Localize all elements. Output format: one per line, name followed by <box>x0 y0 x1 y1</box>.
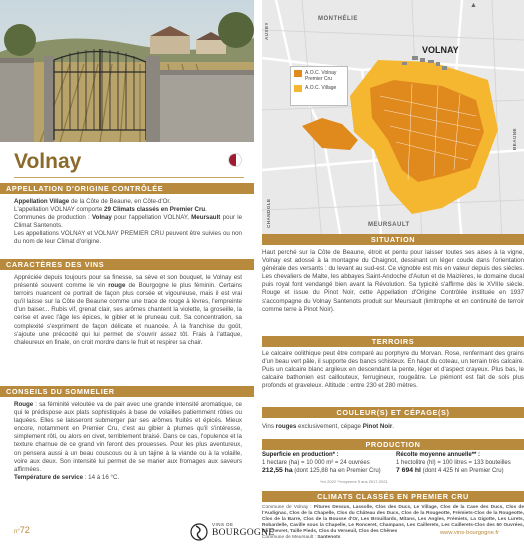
website-link[interactable]: www.vins-bourgogne.fr <box>440 530 499 536</box>
aoc-communes-mid: pour l'appellation VOLNAY, <box>111 214 192 222</box>
sommelier-heading: CONSEILS DU SOMMELIER <box>0 386 254 397</box>
surface-conversion: 1 hectare (ha) = 10 000 m² = 24 ouvrées <box>262 459 370 466</box>
service-temp-label: Température de service <box>14 473 84 481</box>
harvest-conversion: 1 hectolitre (hl) = 100 litres = 133 bouteilles <box>396 459 511 466</box>
characters-heading: CARACTÈRES DES VINS <box>0 259 254 270</box>
terroirs-text: Le calcaire oolithique peut être comparé au porphyre du Morvan. Rose, renfermant des grains d'un beau vert pâle, il supporte des bancs schisteux. En haut du coteau, un terrain très calcaire. Puis un calcaire blanc argileux en descendant la pente, léger et d'aspect crayeux. Plus bas, le calcaire bathonien est caillouteux, ferrugineux, rougeâtre. Le piémont est fait de sols plus profonds et graveleux. Altitude : entre 230 et 280 mètres. <box>262 350 524 390</box>
aoc-climats-suffix: . <box>205 206 207 214</box>
climats-heading: CLIMATS CLASSÉS EN PREMIER CRU <box>262 491 524 502</box>
map-label-monthelie: MONTHÉLIE <box>318 16 358 22</box>
map-label-meursault: MEURSAULT <box>368 222 410 228</box>
grape-pinot-noir: Pinot Noir <box>362 423 393 430</box>
vins-de-bourgogne-logo <box>190 519 275 545</box>
climats-commune-volnay: Commune de Volnay : <box>262 505 314 510</box>
sommelier-body: : sa féminité veloutée va de pair avec une grande intensité aromatique, ce qui le prédispose aux plats sophistiqués à base de volailles patiemment rôties ou laquées. Elles se laisseront submerger par ses arômes fruités et épicés. Mieux encore, notamment en Premier Cru, c'est au gibier à plumes qu'il s'intéresse, simplement rôti, ou alors en civet, terriblement braisé. Dans ce cas, l'opulence et la texture charnue de ce grand vin feront des prouesses. Pour les plus aventureux, on pensera aussi à un beau couscous ou à un tajine à la viande ou à la volaille, voire aux deux. Son intensité lui permet de se marier aux fromages aux saveurs affirmées. <box>14 401 242 473</box>
sommelier-text <box>14 401 242 482</box>
aoc-commune-meursault: Meursault <box>191 214 221 222</box>
aoc-communes-suffix: pour le Climat Santenots. <box>14 214 243 230</box>
characters-rouge: rouge <box>108 282 126 290</box>
legend-item-village <box>294 85 344 92</box>
red-wine-icon <box>228 153 242 167</box>
legend-item-premier-cru <box>294 70 344 82</box>
aoc-heading: APPELLATION D'ORIGINE CONTRÔLÉE <box>0 183 254 194</box>
map-label-auxey: AUXEY <box>264 21 269 40</box>
bourgogne-emblem-icon <box>190 521 208 543</box>
village-swatch <box>294 85 302 92</box>
characters-text-a: Appréciée depuis toujours pour sa finesse, sa sève et son bouquet, le Volnay est présenté souvent comme le vin <box>14 274 242 290</box>
logo-text-big: BOURGOGNE <box>212 528 275 538</box>
page-number <box>14 525 30 535</box>
terroirs-heading: TERROIRS <box>262 336 524 347</box>
page-title: Volnay <box>14 150 82 173</box>
aoc-naming-note: Les appellations VOLNAY et VOLNAY PREMIER CRU peuvent être suivies ou non du nom de leur Climat d'origine. <box>14 230 242 246</box>
situation-heading: SITUATION <box>262 234 524 245</box>
aoc-region: de la Côte de Beaune, en Côte-d'Or. <box>69 198 171 205</box>
surface-value: 212,55 ha <box>262 467 293 475</box>
colors-prefix: Vins <box>262 423 276 430</box>
map-label-volnay: VOLNAY <box>422 45 459 55</box>
legend-label-premier-cru: A.O.C. Volnay Premier Cru <box>305 70 337 82</box>
surface-label: Superficie en production* : <box>262 452 339 458</box>
climats-meursault-list: Santenots <box>317 535 341 540</box>
characters-text-b: de Bourgogne le plus féminin. Certains terroirs nuancent ce portrait de façon plus corsée et vigoureuse, mais il est vrai qu'il laisse sur la Côte de Beaune comme une trace de rouge à lèvres, l'empreinte d'un baiser... Rubis vif, grenat clair, ses arômes chantent la violette, la groseille, la cerise et avec l'âge les épices, le gibier et le pruneau cuit. Sa concentration, sa complexité s'expriment de façon délicate et nuancée. À la franchise du goût, s'ajoute une précocité qui lui permet de s'ouvrir assez tôt. Frais à l'attaque, chaleureux en finale, on croit mordre dans le fruit et respirer sa chair. <box>14 282 242 346</box>
service-temp-value: : 14 à 16 °C. <box>83 473 120 481</box>
page-number-prefix: n° <box>14 529 20 535</box>
map-legend <box>290 66 348 106</box>
harvest-detail: (dont 4 425 hl en Premier Cru) <box>420 468 504 475</box>
aoc-communes-prefix: Communes de production : <box>14 214 92 222</box>
vineyard-map <box>262 0 524 244</box>
premier-cru-swatch <box>294 70 302 77</box>
colors-text <box>262 423 524 431</box>
aoc-climats-count: 29 Climats classés en Premier Cru <box>104 206 206 214</box>
climats-volnay-list: Pitures Dessus, Lassolle, Clos des Ducs, Le Village, Clos de la Cave des Ducs, Clos de l'Audignac, Clos de la Chapelle, Clos du Château des Ducs, Clos de la Rougeotte, Frémiets-Clos de la Rougeotte, Clos de la Barre, Clos de la Bousse d'Or, Les Brouillards, Mitans, Les Angles, Frémiets, La Gigotte, Les Lurets, Robardelle, Caville sous la Chapelle, Le Ronceret, Champans, Les Caillerets, Les Caillerets-Clos des 60 Ouvrées, En Chevret, Taille Pieds, Clos du Verseuil, Clos des Chênes <box>262 505 524 534</box>
page-number-value: 72 <box>19 525 30 535</box>
surface-column <box>262 452 394 476</box>
north-arrow-icon: ▲ <box>470 2 478 9</box>
aoc-label: Appellation Village <box>14 198 70 205</box>
production-footnote: *en 2022 **moyenne 5 ans 2017-2021 <box>320 479 388 484</box>
harvest-column <box>396 452 524 476</box>
production-heading: PRODUCTION <box>262 439 524 450</box>
colors-rouges: rouges <box>275 423 297 430</box>
colors-heading: COULEUR(S) ET CÉPAGE(S) <box>262 407 524 418</box>
harvest-label: Récolte moyenne annuelle** : <box>396 452 481 458</box>
surface-detail: (dont 125,88 ha en Premier Cru) <box>292 468 381 475</box>
colors-mid: exclusivement, cépage <box>296 423 363 430</box>
logo-text-small: VINS DE <box>212 522 234 527</box>
sommelier-rouge-label: Rouge <box>14 401 34 408</box>
aoc-text <box>14 198 242 247</box>
harvest-value: 7 694 hl <box>396 467 421 475</box>
climats-commune-meursault: Commune de Meursault : <box>262 535 318 540</box>
aoc-climats-prefix: L'appellation VOLNAY comporte <box>14 206 105 214</box>
legend-label-village: A.O.C. Village <box>305 85 337 91</box>
map-label-beaune: BEAUNE <box>512 127 517 150</box>
colors-suffix: . <box>392 423 394 430</box>
situation-text: Haut perché sur la Côte de Beaune, étroit et pentu pour laisser toutes ses aises à la vigne, Volnay est adossé à la montagne du Chaignot, dessinant un léger coude dans l'orientation générale des versants : du levant au sud-est. Ce vignoble est mis en valeur depuis des siècles. Les chevaliers de Malte, les abbayes Saint-Andoche d'Autun et de Maizières, le domaine ducal puis royal font vendangé bien avant la Révolution. Sa typicité s'affirme dès le XVIIIe siècle. Rouge et issue du Pinot Noir, cette Appellation d'Origine Contrôlée instituée en 1937 s'accompagne du Volnay Santenots produit sur Meursault (limitrophe et en continuité de terroir comme terre à Pinot Noir). <box>262 249 524 313</box>
characters-text <box>14 274 242 347</box>
map-label-chandole: CHANDOLE <box>266 198 271 228</box>
vineyard-photo <box>0 0 254 142</box>
aoc-commune-volnay: Volnay <box>92 214 112 222</box>
title-divider <box>14 177 244 178</box>
